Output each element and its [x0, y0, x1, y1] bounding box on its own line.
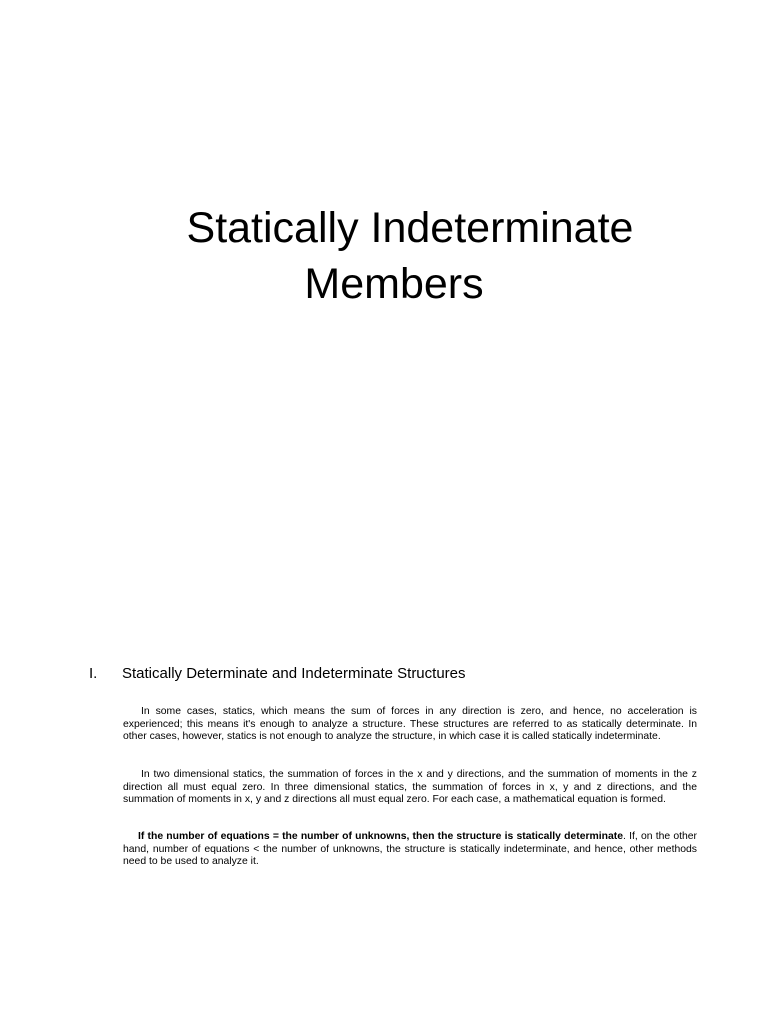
document-title	[0, 200, 768, 312]
paragraph-3-continuation: . If, on the other hand, number of equations < the number of unknowns, the structure is statically indeterminate, and hence, other methods need to be used to analyze it.	[123, 831, 698, 867]
paragraph-3-bold-statement: If the number of equations = the number of unknowns, then the structure is statically determinate	[138, 831, 624, 842]
paragraph-3	[123, 831, 697, 869]
title-line-2: Members	[304, 260, 484, 308]
section-number: I.	[89, 665, 98, 682]
paragraph-1: In some cases, statics, which means the sum of forces in any direction is zero, and hence, no acceleration is experienced; this means it's enough to analyze a structure. These structures are referred to as statically determinate. In other cases, however, statics is not enough to analyze the structure, in which case it is called statically indeterminate.	[123, 706, 697, 742]
section-heading	[89, 664, 729, 684]
title-line-1: Statically Indeterminate	[186, 204, 634, 252]
section-heading-text: Statically Determinate and Indeterminate Structures	[122, 665, 466, 682]
paragraph-2: In two dimensional statics, the summation of forces in the x and y directions, and the summation of moments in the z direction all must equal zero. In three dimensional statics, the summation of forces in x, y and z directions, and the summation of moments in x, y and z directions all must equal zero. For each case, a mathematical equation is formed.	[123, 769, 697, 805]
